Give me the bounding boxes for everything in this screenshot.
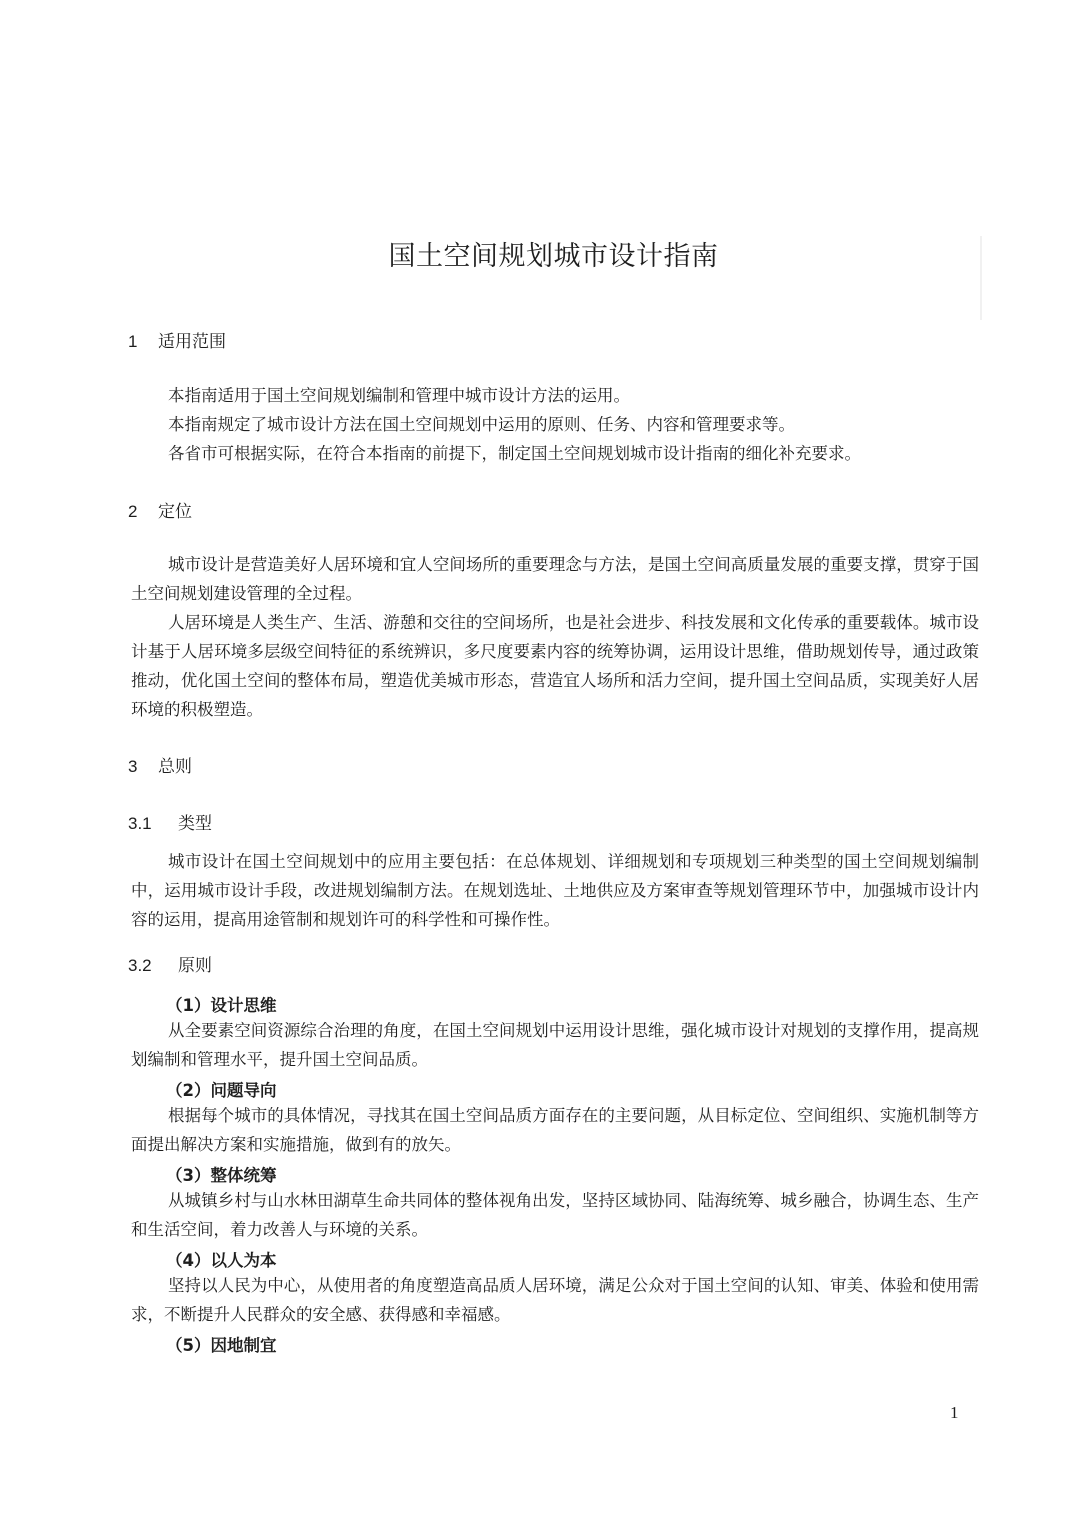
principle-label: （5）因地制宜: [166, 1336, 277, 1355]
principle-label: （1）设计思维: [166, 996, 277, 1015]
principle-label: （3）整体统筹: [166, 1166, 277, 1185]
paragraph: 城市设计在国土空间规划中的应用主要包括：在总体规划、详细规划和专项规划三种类型的国土空间规划编制中，运用城市设计手段，改进规划编制方法。在规划选址、土地供应及方案审查等规划管理环节中，加强城市设计内容的运用，提高用途管制和规划许可的科学性和可操作性。: [131, 852, 979, 929]
section-title: 总则: [158, 757, 192, 777]
principle-label: （2）问题导向: [166, 1081, 277, 1100]
page-number: 1: [950, 1403, 959, 1422]
section-number: 3.1: [128, 814, 152, 833]
paragraph: 城市设计是营造美好人居环境和宜人空间场所的重要理念与方法，是国土空间高质量发展的重要支撑，贯穿于国土空间规划建设管理的全过程。: [131, 555, 979, 603]
section-3-2-heading: [128, 951, 212, 976]
section-number: 2: [128, 502, 138, 521]
paragraph: 人居环境是人类生产、生活、游憩和交往的空间场所，也是社会进步、科技发展和文化传承的重要载体。城市设计基于人居环境多层级空间特征的系统辨识，多尺度要素内容的统筹协调，运用设计思维，借助规划传导，通过政策推动，优化国土空间的整体布局，塑造优美城市形态，营造宜人场所和活力空间，提升国土空间品质，实现美好人居环境的积极塑造。: [131, 613, 979, 719]
paragraph: 各省市可根据实际，在符合本指南的前提下，制定国土空间规划城市设计指南的细化补充要求。: [168, 444, 861, 463]
section-title: 类型: [178, 814, 212, 834]
section-number: 3.2: [128, 956, 152, 975]
section-number: 3: [128, 757, 138, 776]
section-3-heading: [128, 752, 192, 777]
section-title: 适用范围: [158, 332, 226, 352]
section-number: 1: [128, 332, 138, 351]
principle-text: 从全要素空间资源综合治理的角度，在国土空间规划中运用设计思维，强化城市设计对规划的支撑作用，提高规划编制和管理水平，提升国土空间品质。: [131, 1021, 979, 1069]
principle-label: （4）以人为本: [166, 1251, 277, 1270]
section-2-heading: [128, 497, 192, 522]
page-title: 国土空间规划城市设计指南: [388, 241, 719, 272]
section-title: 定位: [158, 502, 192, 522]
principle-text: 从城镇乡村与山水林田湖草生命共同体的整体视角出发，坚持区域协同、陆海统筹、城乡融合，协调生态、生产和生活空间，着力改善人与环境的关系。: [131, 1191, 979, 1239]
paragraph: 本指南规定了城市设计方法在国土空间规划中运用的原则、任务、内容和管理要求等。: [168, 415, 795, 434]
principle-text: 坚持以人民为中心，从使用者的角度塑造高品质人居环境，满足公众对于国土空间的认知、审美、体验和使用需求，不断提升人民群众的安全感、获得感和幸福感。: [131, 1276, 979, 1324]
section-1-heading: [128, 327, 226, 352]
section-3-1-heading: [128, 809, 212, 834]
principle-text: 根据每个城市的具体情况，寻找其在国土空间品质方面存在的主要问题，从目标定位、空间组织、实施机制等方面提出解决方案和实施措施，做到有的放矢。: [131, 1106, 979, 1154]
section-title: 原则: [178, 956, 212, 976]
paragraph: 本指南适用于国土空间规划编制和管理中城市设计方法的运用。: [168, 386, 630, 405]
